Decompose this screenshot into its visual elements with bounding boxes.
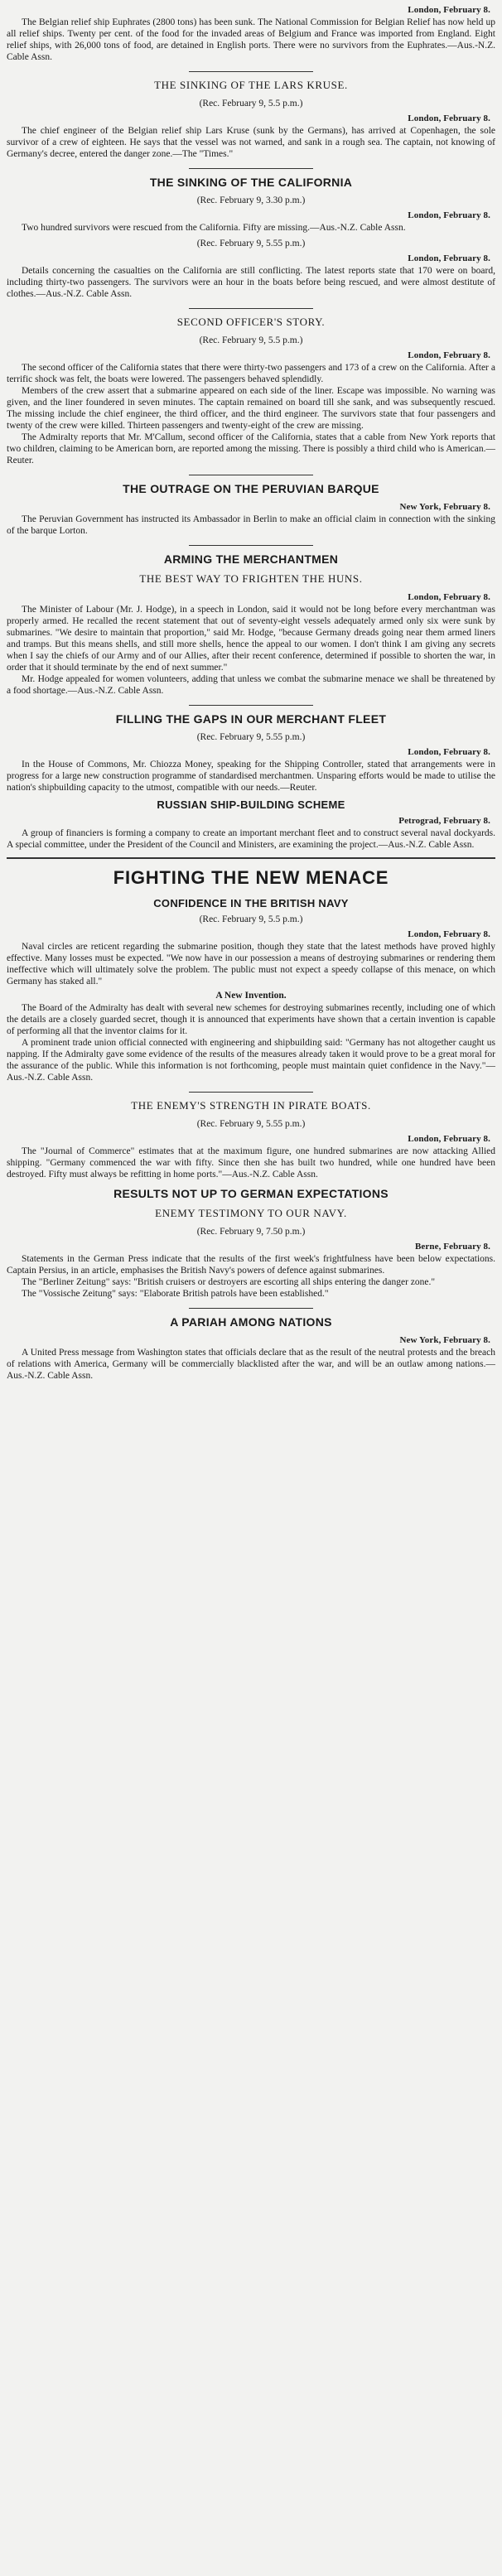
headline: A PARIAH AMONG NATIONS [170,1315,332,1329]
paragraph: Statements in the German Press indicate that the results of the first week's frightfulness have been below expectations. Captain Persius, in an article, emphasises the British Navy's powers of defence against submarines. [7,1254,495,1276]
paragraph: The Belgian relief ship Euphrates (2800 tons) has been sunk. The National Commission for Belgian Relief has now held up all relief ships. Twenty per cent. of the food for the invaded areas of Belgium and France was imported from England. Eight relief ships, with 26,000 tons of food, are detained in English ports. There were no survivors from the Euphrates.—Aus.-N.Z. Cable Assn. [7,17,495,62]
paragraph: A group of financiers is forming a company to create an important merchant fleet and to construct several naval dockyards. A special committee, under the President of the Council and Ministers, are examining the project.—Aus.-N.Z. Cable Assn. [7,828,495,850]
received-time: (Rec. February 9, 5.5 p.m.) [199,99,303,109]
paragraph: In the House of Commons, Mr. Chiozza Money, speaking for the Shipping Controller, stated that arrangements were in progress for a large new construction programme of standardised merchantmen. Unsparing efforts would be made to utilise the nation's shipbuilding capacity to the utmost, compatible with our needs.—Reuter. [7,760,495,793]
paragraph: The Board of the Admiralty has dealt with several new schemes for destroying submarines recently, including one of which the details are a closely guarded secret, though it is announced that experiments have shown that a certain invention is capable of performing all that the inventor claims for it. [7,1003,495,1036]
dateline: London, February 8. [408,5,490,15]
headline: FILLING THE GAPS IN OUR MERCHANT FLEET [115,712,387,726]
dateline: New York, February 8. [399,1335,490,1345]
dateline: London, February 8. [408,210,490,220]
received-time: (Rec. February 9, 5.5 p.m.) [199,335,303,345]
divider [189,1092,313,1093]
received-time: (Rec. February 9, 3.30 p.m.) [196,195,306,205]
paragraph: The "Vossische Zeitung" says: "Elaborate British patrols have been established." [22,1289,329,1299]
headline: SECOND OFFICER'S STORY. [176,316,326,328]
received-time: (Rec. February 9, 5.5 p.m.) [199,914,303,924]
dateline: London, February 8. [408,592,490,602]
article-california [7,176,495,234]
received-time: (Rec. February 9, 5.55 p.m.) [196,239,306,248]
headline: THE SINKING OF THE LARS KRUSE. [154,79,348,91]
dateline: London, February 8. [408,1134,490,1144]
dateline: London, February 8. [408,253,490,263]
divider [189,1308,313,1309]
article-german-expectations [7,1187,495,1300]
paragraph: Naval circles are reticent regarding the submarine position, though they state that the latest methods have proved highly effective. Many losses must be expected. "We now have in our possession a means of destroying submarines or rendering them ineffective which will ultimately solve the problem. The public must not expect a speedy collapse of this menace, on which Germany has staked all." [7,942,495,987]
subheadline: ENEMY TESTIMONY TO OUR NAVY. [155,1207,347,1219]
article-pirate-boats [7,1099,495,1180]
dateline: Petrograd, February 8. [398,816,490,826]
paragraph: Details concerning the casualties on the California are still conflicting. The latest reports state that 170 were on board, including thirty-two passengers. The survivors were an hour in the boats before being rescued, and were almost destitute of clothes.—Aus.-N.Z. Cable Assn. [7,266,495,299]
divider [189,308,313,309]
article-pariah [7,1315,495,1382]
article-california-details [7,239,495,300]
headline: THE ENEMY'S STRENGTH IN PIRATE BOATS. [131,1099,371,1112]
received-time: (Rec. February 9, 7.50 p.m.) [196,1227,306,1237]
article-lars-kruse [7,79,495,160]
headline: THE SINKING OF THE CALIFORNIA [149,176,353,189]
paragraph: The Minister of Labour (Mr. J. Hodge), in a speech in London, said it would not be long before every merchantman was properly armed. He recalled the recent statement that out of seventy-eight vessels adequately armed only six were sunk by submarines. "We desire to maintain that proportion," said Mr. Hodge, "because Germany dreads going near them armed liners and tramps. But this means shells, and still more shells, hence the appeal to our women. I don't think I am giving any secrets when I say the chiefs of our Army and of our Allies, after their recent conference, determined if possible to shorten the war, in order that it should terminate by the end of next summer." [7,605,495,673]
divider [189,545,313,546]
dateline: London, February 8. [408,113,490,123]
headline: RUSSIAN SHIP-BUILDING SCHEME [157,798,345,811]
article-merchant-fleet [7,712,495,794]
paragraph: The second officer of the California states that there were thirty-two passengers and 173 of a crew on the California. After a terrific shock was felt, the boats were lowered. The passengers behaved splendidly. [7,363,495,384]
headline: ARMING THE MERCHANTMEN [163,552,339,566]
paragraph: The "Journal of Commerce" estimates that at the maximum figure, one hundred submarines are now attacking Allied shipping. "Germany commenced the war with fifty. Since then she has built two hundred, while one hundred have been destroyed. Fifty must always be refitting in home ports."—Aus.-N.Z. Cable Assn. [7,1146,495,1179]
inner-heading: A New Invention. [215,991,287,1001]
paragraph: Members of the crew assert that a submarine appeared on each side of the liner. Escape was impossible. No warning was given, and the liner foundered in seven minutes. The captain remained on board till she sank, and was subsequently rescued. The missing include the chief engineer, the third officer, and the third engineer. The survivors state that four passengers and twenty of the crew were killed. Thirteen passengers and twenty-eight of the crew are missing. [7,386,495,431]
article-new-menace [7,867,495,1083]
divider [189,71,313,72]
received-time: (Rec. February 9, 5.55 p.m.) [196,1119,306,1129]
headline: THE OUTRAGE ON THE PERUVIAN BARQUE [123,482,379,495]
dateline: New York, February 8. [399,502,490,512]
paragraph: The Admiralty reports that Mr. M'Callum, second officer of the California, states that a cable from New York reports that two children, claiming to be American born, are reported among the missing. There is possibly a third child who is American.—Reuter. [7,432,495,466]
headline: RESULTS NOT UP TO GERMAN EXPECTATIONS [113,1187,389,1200]
paragraph: Two hundred survivors were rescued from the California. Fifty are missing.—Aus.-N.Z. Cable Assn. [22,223,406,233]
article-euphrates [7,5,495,63]
dateline: London, February 8. [408,929,490,939]
headline: FIGHTING THE NEW MENACE [113,867,389,888]
divider [7,857,495,859]
dateline: Berne, February 8. [414,1242,490,1252]
subheadline: CONFIDENCE IN THE BRITISH NAVY [153,897,349,909]
article-arming-merchantmen [7,552,495,697]
subheadline: THE BEST WAY TO FRIGHTEN THE HUNS. [139,572,363,585]
paragraph: The Peruvian Government has instructed its Ambassador in Berlin to make an official claim in connection with the sinking of the barque Lorton. [7,514,495,536]
article-second-officer [7,316,495,466]
divider [189,705,313,706]
paragraph: The chief engineer of the Belgian relief ship Lars Kruse (sunk by the Germans), has arrived at Copenhagen, the sole survivor of a crew of eighteen. He says that the vessel was not warned, and sank in a rough sea. The captain, not knowing of Germany's decree, entered the danger zone.—The "Times." [7,126,495,159]
paragraph: A United Press message from Washington states that officials declare that as the result of the neutral protests and the breach of relations with America, Germany will be commercially blacklisted after the war, and will be an outlaw among nations.—Aus.-N.Z. Cable Assn. [7,1348,495,1381]
dateline: London, February 8. [408,747,490,757]
article-peruvian-barque [7,482,495,537]
paragraph: The "Berliner Zeitung" says: "British cruisers or destroyers are escorting all ships entering the danger zone." [22,1277,436,1287]
paragraph: Mr. Hodge appealed for women volunteers, adding that unless we combat the submarine menace we shall be threatened by a food shortage.—Aus.-N.Z. Cable Assn. [7,674,495,696]
article-russian-shipbuilding [7,798,495,851]
divider [189,168,313,169]
newspaper-column [7,0,495,2576]
received-time: (Rec. February 9, 5.55 p.m.) [196,732,306,742]
paragraph: A prominent trade union official connected with engineering and shipbuilding said: "Germany has not altogether caught us napping. If the Admiralty gave some evidence of the results of the measures already taken it would prove to be a great moral for the assurance of the public. While this information is not forthcoming, people must maintain quiet confidence in the Navy."—Aus.-N.Z. Cable Assn. [7,1038,495,1083]
dateline: London, February 8. [408,350,490,360]
